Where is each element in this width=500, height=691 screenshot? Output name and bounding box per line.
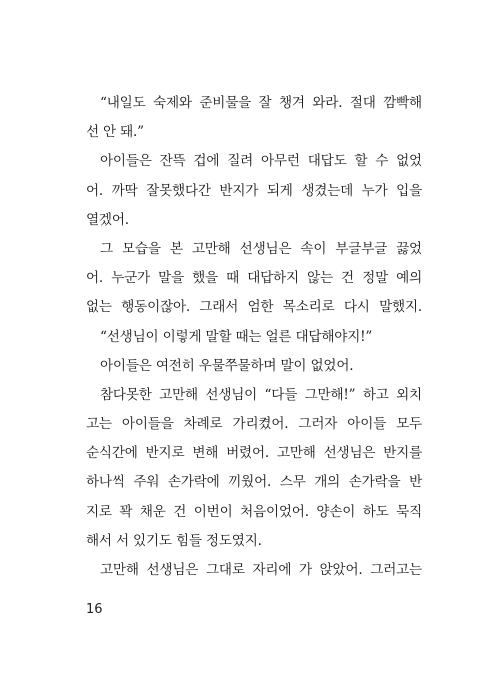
text-line: 열겠어.	[86, 211, 129, 228]
text-line: 지로 꽉 채운 건 이번이 처음이었어. 양손이 하도 묵직	[86, 503, 422, 520]
text-line: 선 안 돼.”	[86, 124, 144, 141]
text-line: 해서 서 있기도 힘들 정도였지.	[86, 532, 262, 549]
page-number: 16	[86, 602, 103, 617]
text-line: 아이들은 잔뜩 겁에 질려 아무런 대답도 할 수 없었	[100, 153, 422, 170]
text-line: 그 모습을 본 고만해 선생님은 속이 부글부글 끓었	[100, 240, 422, 257]
body-text	[86, 89, 422, 585]
text-line: 고만해 선생님은 그대로 자리에 가 앉았어. 그러고는	[100, 562, 422, 578]
text-line: 어. 까딱 잘못했다간 반지가 되게 생겼는데 누가 입을	[86, 182, 422, 199]
text-line: “선생님이 이렇게 말할 때는 얼른 대답해야지!”	[100, 328, 373, 345]
text-line: 순식간에 반지로 변해 버렸어. 고만해 선생님은 반지를	[86, 445, 422, 462]
text-line: 참다못한 고만해 선생님이 “다들 그만해!” 하고 외치	[100, 386, 422, 403]
text-line: 하나씩 주워 손가락에 끼웠어. 스무 개의 손가락을 반	[86, 474, 422, 491]
text-line: 고는 아이들을 차례로 가리켰어. 그러자 아이들 모두	[86, 416, 422, 433]
text-line: “내일도 숙제와 준비물을 잘 챙겨 와라. 절대 깜빡해	[100, 95, 422, 111]
text-line: 어. 누군가 말을 했을 때 대답하지 않는 건 정말 예의	[86, 270, 422, 287]
text-line: 없는 행동이잖아. 그래서 엄한 목소리로 다시 말했지.	[86, 299, 422, 316]
text-line: 아이들은 여전히 우물쭈물하며 말이 없었어.	[100, 357, 354, 374]
